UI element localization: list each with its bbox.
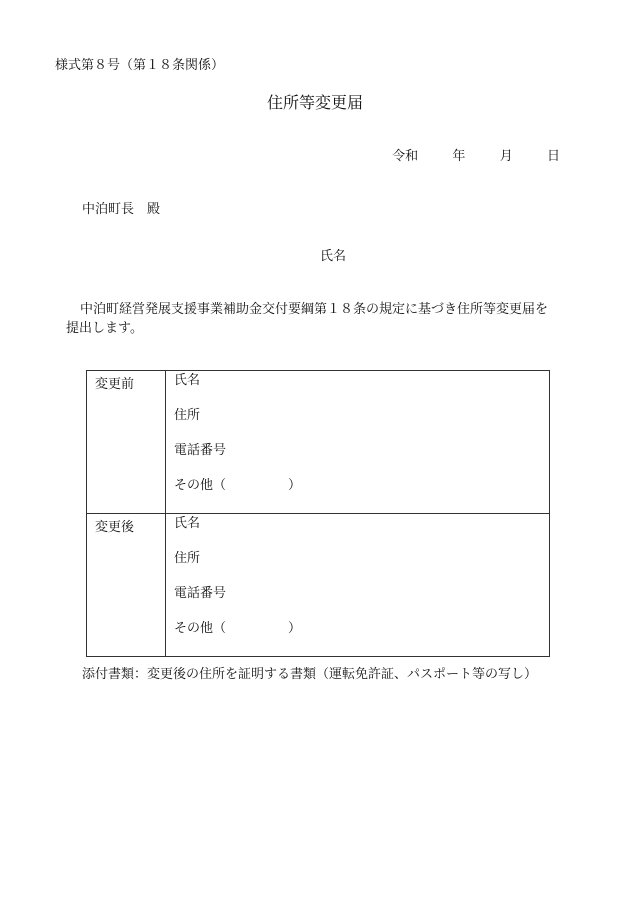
after-label: 変更後 — [87, 514, 166, 657]
date-month: 月 — [499, 149, 513, 164]
body-text-line2: 提出します。 — [66, 321, 143, 336]
date-era: 令和 — [392, 149, 419, 164]
before-other-field — [174, 478, 549, 513]
body-text-line1: 中泊町経営発展支援事業補助金交付要綱第１８条の規定に基づき住所等変更届を — [80, 302, 549, 317]
document-title: 住所等変更届 — [266, 93, 363, 112]
before-phone-field: 電話番号 — [174, 443, 227, 458]
body-text — [66, 300, 566, 338]
after-fields — [166, 514, 550, 657]
table-row-before — [87, 371, 550, 514]
table-row-after — [87, 514, 550, 657]
before-other-label: その他（ — [174, 478, 227, 493]
form-number: 様式第８号（第１８条関係） — [55, 58, 225, 73]
applicant-name-label: 氏名 — [320, 249, 347, 264]
after-phone-field: 電話番号 — [174, 586, 227, 601]
before-label: 変更前 — [87, 371, 166, 514]
attachment-note: 添付書類：変更後の住所を証明する書類（運転免許証、パスポート等の写し） — [82, 667, 538, 682]
after-other-label: その他（ — [174, 621, 227, 636]
date-year: 年 — [452, 149, 466, 164]
after-other-close: ） — [288, 621, 302, 636]
before-address-field: 住所 — [174, 408, 201, 423]
date-line — [392, 149, 560, 165]
before-fields — [166, 371, 550, 514]
change-table — [86, 370, 550, 657]
after-address-field: 住所 — [174, 551, 201, 566]
before-other-close: ） — [288, 478, 302, 493]
after-name-field: 氏名 — [174, 516, 201, 531]
after-other-field — [174, 621, 549, 656]
addressee: 中泊町長 殿 — [82, 202, 161, 217]
date-day: 日 — [546, 149, 560, 164]
before-name-field: 氏名 — [174, 373, 201, 388]
